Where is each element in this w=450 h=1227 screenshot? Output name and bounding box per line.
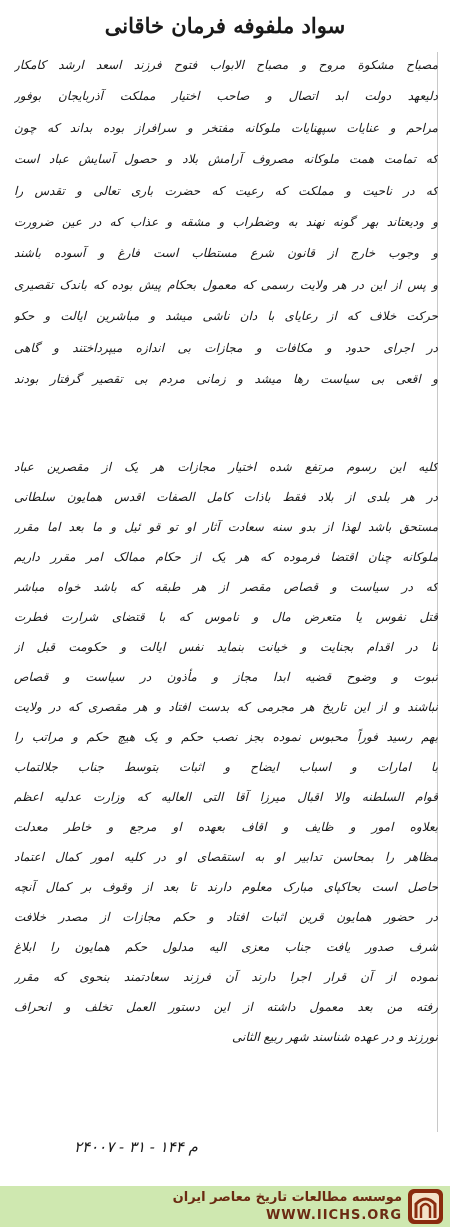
text-line: رفته من بعد معمول داشته از این دستور العمل تخلف و انحراف	[14, 1000, 438, 1014]
text-line: بهم رسید فوراً محبوس نموده بجز نصب حکم و یک هیچ حکم و مراتب را	[14, 730, 438, 744]
text-line: بعلاوه امور و ظایف و اقاف بعهده او مرجع و خاطر معدلت	[14, 820, 438, 834]
text-line: و وجوب خارج از قانون شرع مستطاب است فارغ و آسوده باشند	[14, 246, 438, 261]
text-line: حرکت خلاف که از رعایای با دان ناشی میشد و مباشرین ایالت و حکو	[14, 309, 438, 324]
text-line: و ودیعتاند بهر گونه نهند به وضطراب و مشقه و عذاب که در عین ضرورت	[14, 215, 438, 229]
text-line: ملوکانه چنان اقتضا فرموده که هر یک از حکام ممالک امر مقرر داریم	[14, 550, 438, 564]
text-line: با امارات و اسباب ایضاح و اثبات بتوسط جناب جلالتماب	[14, 760, 438, 774]
text-line: مظاهر را بمحاسن تدابیر او به استقصای او در کلیه امور کمال اعتماد	[14, 850, 438, 864]
text-line: قوام السلطنه والا اقبال میرزا آقا التی العالیه که وزارت عدلیه اعظم	[14, 790, 438, 804]
text-line: قتل نفوس یا متعرض مال و ناموس که با قتضای شرارت فطرت	[14, 610, 438, 624]
text-line: مراحم و عنایات سپهنایات ملوکانه مفتخر و سرافراز بوده بداند که چون	[14, 120, 438, 135]
org-name: موسسه مطالعات تاریخ معاصر ایران	[172, 1190, 402, 1205]
text-line: نورزند و در عهده شناسند شهر ربیع الثانی	[232, 1030, 438, 1044]
iichs-logo-icon	[407, 1188, 444, 1225]
text-line: ثبوت و وضوح قضیه ابدا مجاز و مأذون در سیاست و قصاص	[14, 670, 438, 684]
text-line: که در سیاست و قصاص مقصر از هر طبقه که باشد خواه مباشر	[14, 580, 438, 594]
text-line: نباشند و از این تاریخ هر مجرمی که بدست افتاد و هر مقصری که در ولایت	[14, 700, 438, 714]
org-website[interactable]: WWW.IICHS.ORG	[265, 1208, 402, 1223]
text-line: نا در اقدام بجنایت و خیانت بنماید نفس ایالت و حکومت قبل از	[14, 640, 438, 654]
catalog-number: ۲۴۰۰۷ - ۳۱ - ۱۴۴ م	[74, 1138, 198, 1156]
text-line: شرف صدور یافت جناب معزی الیه مدلول حکم همایون را ابلاغ	[14, 940, 438, 954]
document-title: سواد ملفوفه فرمان خاقانی	[104, 13, 346, 38]
text-line: کلیه این رسوم مرتفع شده اختیار مجازات هر یک از مقصرین عباد	[14, 460, 438, 474]
text-line: حاصل است بحاکپای مبارک معلوم دارند تا بعد از وقوف بر کمال آنچه	[14, 880, 438, 894]
text-line: دلیعهد دولت ابد اتصال و صاحب اختیار مملکت آذربایجان بوفور	[14, 89, 438, 104]
text-line: و پس از این در هر ولایت رسمی که معمول بحکام پیش بوده که باندک تقصیری	[14, 277, 438, 292]
text-line: که در ناحیت و مملکت که رعیت که حضرت باری تعالی و تقدس را	[14, 183, 438, 198]
text-line: که تمامت همت ملوکانه مصروف آرامش بلاد و حصول آسایش عباد است	[14, 152, 438, 167]
text-line: مستحق باشد لهذا از بدو سنه سعادت آثار او تو قو ئیل و ما بعد اما مقرر	[14, 520, 438, 534]
text-line: در اجرای حدود و مکافات و مجازات بی اندازه میپرداختند و گاهی	[14, 340, 438, 355]
text-line: در هر بلدی از بلاد فقط باذات کامل الصفات اقدس همایون سلطانی	[14, 490, 438, 504]
archive-footer-banner	[0, 1186, 450, 1227]
text-line: و اقعی بی سیاست رها میشد و زمانی مردم بی تقصیر گرفتار بودند	[14, 372, 438, 386]
text-line: نموده از آن قرار اجرا دارند آن فرزند سعادتمند بنحوی که مقرر	[14, 970, 438, 984]
text-line: مصباح مشکوة مروح و مصباح الابواب فتوح فرزند اسعد ارشد کامکار	[14, 58, 438, 72]
text-line: در حضور همایون قرین اثبات افتاد و حکم مجازات از مصدر خلافت	[14, 910, 438, 924]
